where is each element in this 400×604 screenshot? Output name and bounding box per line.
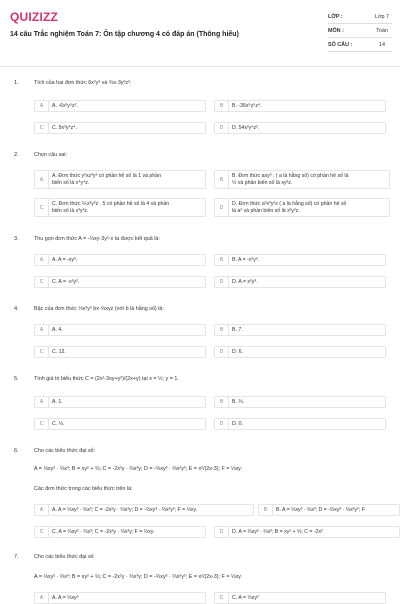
option-text: C. 9x³y⁴z⁴.: [52, 124, 77, 131]
answer-option-b[interactable]: [214, 324, 386, 336]
option-line: biến số là x⁴y⁴z.: [52, 179, 90, 186]
answer-option-c[interactable]: [34, 346, 206, 358]
option-text: D. A = ⅓xy² · ⅔x³; B = xy² + ⅔; C = -2x²: [232, 528, 323, 535]
option-letter: C: [35, 347, 49, 357]
answer-option-d[interactable]: [214, 418, 386, 430]
option-line: D. Đơn thức a²x³y²z ( a là hằng số) có phần hệ số: [232, 201, 347, 207]
option-text: D. A = x²y³.: [232, 278, 258, 285]
option-text: [52, 171, 203, 188]
question-text: Tính giá trị biểu thức C = (2x²-3xy+y²)/(2x+y) tại x = ½; y = 1.: [34, 376, 179, 382]
option-text: B. ⅓.: [232, 398, 245, 405]
answer-option-a[interactable]: [34, 170, 206, 189]
option-text: [232, 171, 387, 188]
option-letter: D: [215, 277, 229, 287]
question-text: Chọn câu sai:: [34, 152, 67, 158]
answer-option-b[interactable]: [214, 100, 386, 112]
option-letter: D: [215, 527, 229, 537]
expression-list: A = ⅓xy² · ⅔x³; B = xy² + ⅔; C = -2x²y · ⅔x³y; D = -⅔xy³ · ⅔x²y²; E = x²/(2x-3); F = ⅓xy.: [34, 466, 242, 472]
answer-option-b[interactable]: [258, 504, 400, 516]
option-letter: D: [215, 199, 229, 216]
option-text: A. A = ⅓xy² · ⅔x³; C = -2x²y · ⅔x³y; D = -⅔xy³ · ⅔x²y²; F = ⅓xy.: [52, 506, 198, 513]
option-letter: A: [35, 505, 49, 515]
option-text: [232, 199, 387, 216]
option-text: A. 4.: [52, 326, 63, 333]
meta-label: MÔN :: [328, 27, 344, 34]
option-text: D. 6.: [232, 348, 243, 355]
option-letter: C: [35, 527, 49, 537]
option-letter: B: [215, 171, 229, 188]
option-letter: D: [215, 347, 229, 357]
option-letter: C: [215, 593, 229, 603]
answer-option-a[interactable]: [34, 324, 206, 336]
option-text: A. 1.: [52, 398, 63, 405]
option-letter: B: [259, 505, 273, 515]
answer-option-a[interactable]: [34, 504, 254, 516]
option-line: A. Đơn thức y²xz³y³ có phần hệ số là 1 và phần: [52, 173, 161, 179]
question-text: Cho các biểu thức đại số:: [34, 448, 96, 454]
option-text: C. A = -x²y².: [52, 278, 80, 285]
option-line: ½ và phần biến số là xy³z.: [232, 179, 293, 186]
answer-option-b[interactable]: [214, 396, 386, 408]
expression-list: A = ⅓xy² · ⅔x³; B = xy² + ⅔; C = -2x²y · ⅔x³y; D = -⅔xy³ · ⅔x²y²; E = x²/(2x-3); F = ⅓xy.: [34, 574, 242, 580]
question-text: Tích của hai đơn thức 6x²y³ và ⅔x-3y²z²:: [34, 80, 132, 86]
option-letter: A: [35, 171, 49, 188]
meta-label: SỐ CÂU :: [328, 41, 353, 48]
option-text: C. A = ⅓xy²: [232, 594, 259, 601]
option-letter: B: [215, 397, 229, 407]
answer-option-a[interactable]: [34, 592, 206, 604]
option-text: C. ⅓.: [52, 420, 65, 427]
option-letter: D: [215, 419, 229, 429]
meta-value: Toán: [376, 27, 388, 34]
meta-value: 14: [379, 41, 385, 48]
answer-option-c[interactable]: [214, 592, 386, 604]
answer-option-b[interactable]: [214, 170, 390, 189]
option-letter: D: [215, 123, 229, 133]
option-text: A. A = ⅓xy³: [52, 594, 79, 601]
option-text: B. 7.: [232, 326, 243, 333]
answer-option-a[interactable]: [34, 254, 206, 266]
answer-option-d[interactable]: [214, 122, 386, 134]
option-letter: B: [215, 325, 229, 335]
question-text: Thu gọn đơn thức A = -⅓xy·3y²·x ta được kết quả là:: [34, 236, 160, 242]
question-number: 3.: [14, 236, 19, 242]
answer-option-d[interactable]: [214, 346, 386, 358]
question-text: Cho các biểu thức đại số: [34, 554, 94, 560]
answer-option-b[interactable]: [214, 254, 386, 266]
answer-option-d[interactable]: [214, 526, 400, 538]
answer-option-a[interactable]: [34, 100, 206, 112]
option-text: D. 54x²y⁵z².: [232, 124, 260, 131]
answer-option-a[interactable]: [34, 396, 206, 408]
option-line: C. Đơn thức ⅖x³y²z . 5 có phần hệ số là 4 và phần: [52, 201, 170, 207]
question-number: 7.: [14, 554, 19, 560]
option-letter: A: [35, 397, 49, 407]
question-number: 5.: [14, 376, 19, 382]
header-divider: [0, 66, 400, 67]
option-text: B. A = ⅓xy² · ⅔x³; D = -⅔xy³ · ⅔x²y²; F: [276, 506, 365, 513]
question-number: 6.: [14, 448, 19, 454]
option-line: là a² và phần biến số là x³y²z.: [232, 207, 300, 214]
option-letter: C: [35, 277, 49, 287]
answer-option-d[interactable]: [214, 276, 386, 288]
meta-row-subject: [328, 24, 392, 38]
option-letter: A: [35, 325, 49, 335]
option-text: B. A = -x²y³.: [232, 256, 259, 263]
meta-row-class: [328, 10, 392, 24]
option-text: C. A = ⅓xy² · ⅔x³; C = -2x²y · ⅔x³y; F = ⅓xy.: [52, 528, 155, 535]
question-number: 4.: [14, 306, 19, 312]
meta-row-count: [328, 38, 392, 52]
option-letter: A: [35, 593, 49, 603]
worksheet-header: [0, 0, 400, 60]
option-line: B. Đơn thức axy³ : ( a là hằng số) có phần hệ số là: [232, 173, 349, 179]
option-letter: A: [35, 255, 49, 265]
quizizz-logo: QUIZIZZ: [10, 10, 59, 24]
question-text: Bậc của đơn thức ⅓x²y² bx·⅔xyz (với b là hằng số) là:: [34, 306, 164, 312]
option-text: A. -6x³y⁵z².: [52, 102, 78, 109]
option-letter: C: [35, 123, 49, 133]
answer-option-d[interactable]: [214, 198, 390, 217]
question-prompt: Các đơn thức trong các biểu thức trên là:: [34, 486, 133, 492]
option-letter: B: [215, 101, 229, 111]
answer-option-c[interactable]: [34, 122, 206, 134]
option-text: B. -36x⁵y⁵z⁴.: [232, 102, 262, 109]
option-text: [52, 199, 203, 216]
answer-option-c[interactable]: [34, 276, 206, 288]
worksheet-meta: [328, 10, 392, 52]
question-number: 2.: [14, 152, 19, 158]
question-number: 1.: [14, 80, 19, 86]
answer-option-c[interactable]: [34, 526, 206, 538]
meta-label: LỚP :: [328, 13, 343, 20]
option-line: biến số là x³y²z.: [52, 207, 89, 214]
option-letter: C: [35, 199, 49, 216]
answer-option-c[interactable]: [34, 418, 206, 430]
option-letter: C: [35, 419, 49, 429]
meta-value: Lớp 7: [374, 13, 390, 20]
worksheet-title: 14 câu Trắc nghiệm Toán 7: Ôn tập chương 4 có đáp án (Thông hiểu): [10, 31, 239, 38]
option-text: D. 0.: [232, 420, 243, 427]
answer-option-c[interactable]: [34, 198, 206, 217]
option-text: C. 12.: [52, 348, 66, 355]
option-letter: A: [35, 101, 49, 111]
option-text: A. A = -xy³.: [52, 256, 78, 263]
option-letter: B: [215, 255, 229, 265]
